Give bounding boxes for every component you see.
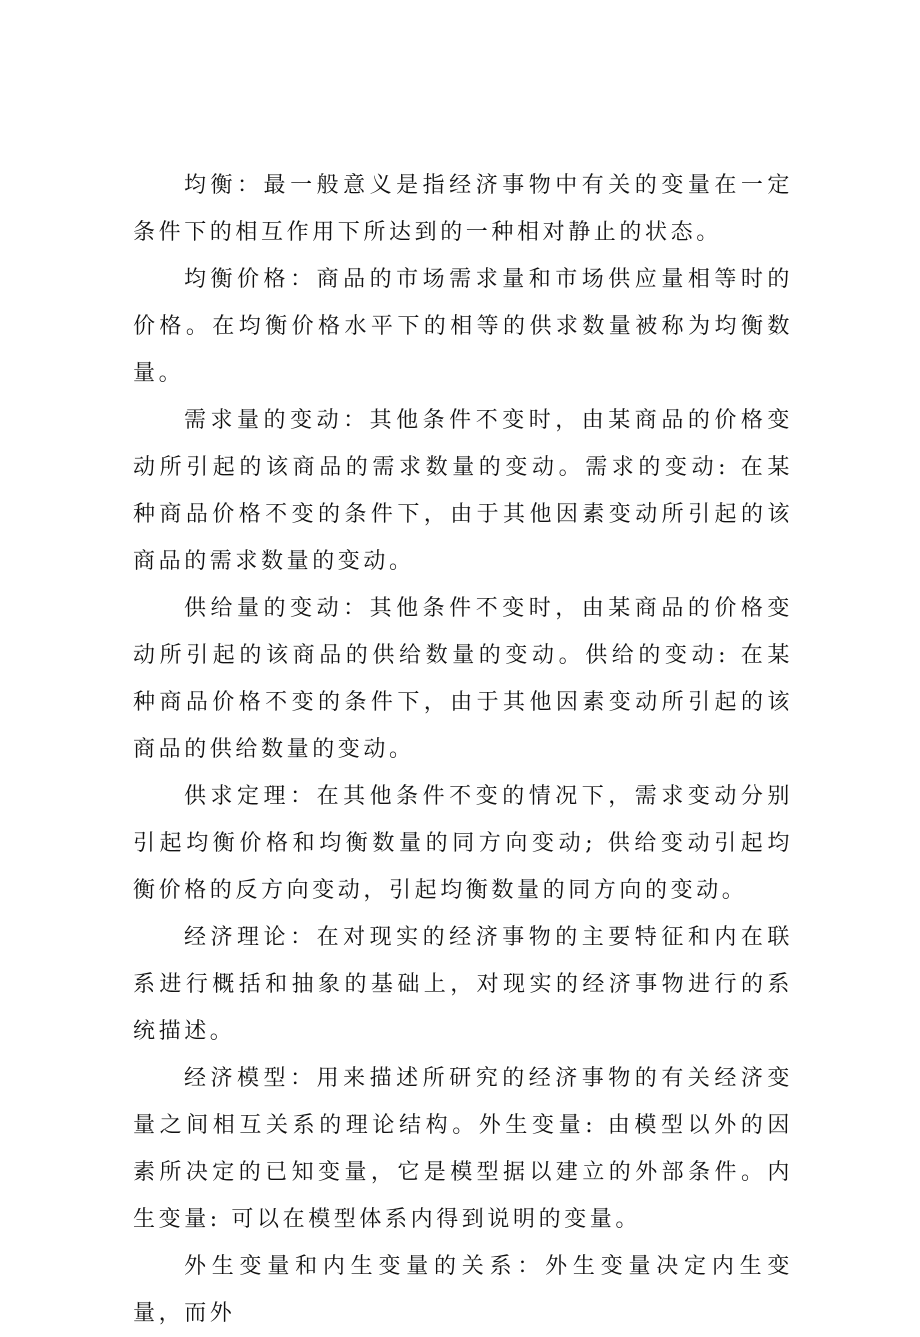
paragraph-economic-theory: 经济理论：在对现实的经济事物的主要特征和内在联系进行概括和抽象的基础上，对现实的经济事物进行的系统描述。 xyxy=(133,925,793,1044)
paragraph-quantity-demanded-change: 需求量的变动：其他条件不变时，由某商品的价格变动所引起的该商品的需求数量的变动。需求的变动: 在某种商品价格不变的条件下，由于其他因素变动所引起的该商品的需求数量的变动。 xyxy=(133,408,793,574)
document-body xyxy=(133,162,793,1337)
paragraph-equilibrium: 均衡：最一般意义是指经济事物中有关的变量在一定条件下的相互作用下所达到的一种相对静止的状态。 xyxy=(133,173,793,245)
paragraph-law-of-supply-demand: 供求定理：在其他条件不变的情况下，需求变动分别引起均衡价格和均衡数量的同方向变动; 供给变动引起均衡价格的反方向变动，引起均衡数量的同方向的变动。 xyxy=(133,784,793,903)
paragraph-exogenous-endogenous: 外生变量和内生变量的关系：外生变量决定内生变量，而外 xyxy=(133,1254,793,1326)
paragraph-equilibrium-price: 均衡价格：商品的市场需求量和市场供应量相等时的价格。在均衡价格水平下的相等的供求数量被称为均衡数量。 xyxy=(133,267,793,386)
paragraph-economic-model: 经济模型：用来描述所研究的经济事物的有关经济变量之间相互关系的理论结构。外生变量: 由模型以外的因素所决定的已知变量，它是模型据以建立的外部条件。内生变量: 可以在模型体系内得到说明的变量。 xyxy=(133,1066,793,1232)
paragraph-quantity-supplied-change: 供给量的变动：其他条件不变时，由某商品的价格变动所引起的该商品的供给数量的变动。供给的变动: 在某种商品价格不变的条件下，由于其他因素变动所引起的该商品的供给数量的变动。 xyxy=(133,596,793,762)
